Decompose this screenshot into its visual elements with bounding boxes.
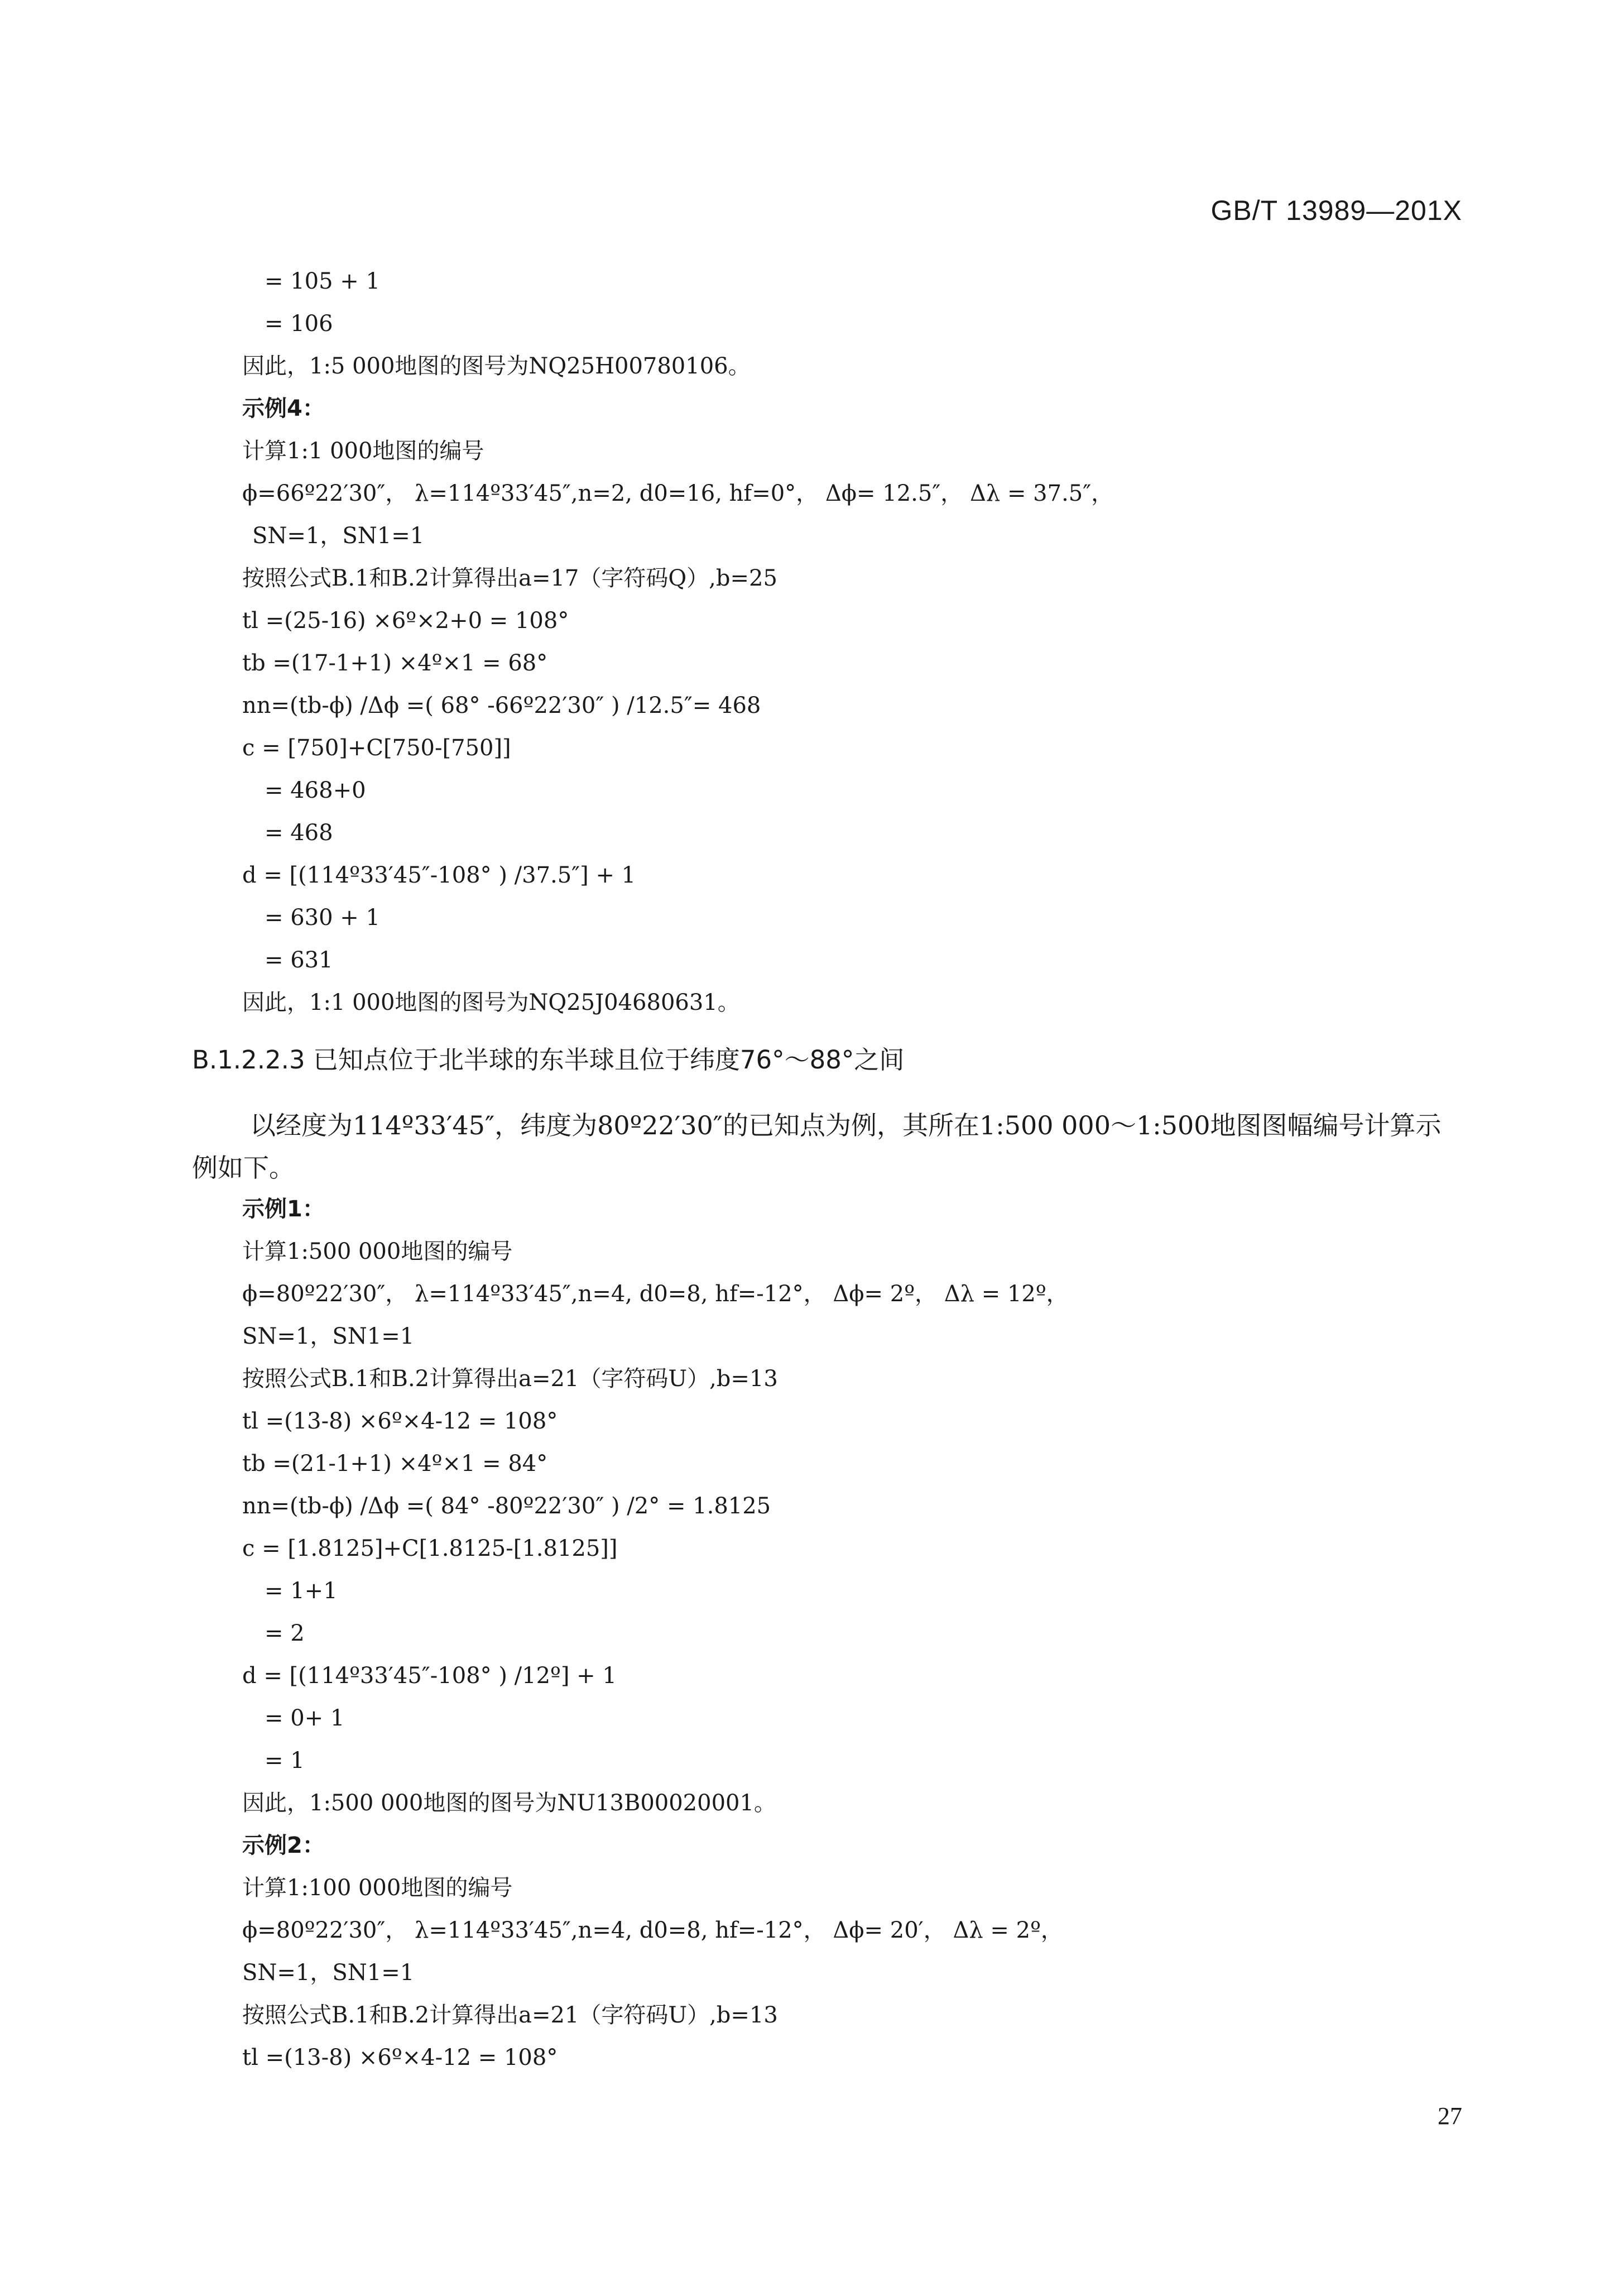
- equation-line: tl =(25-16) ×6º×2+0 = 108°: [242, 608, 569, 634]
- result-line: 因此，1:5 000地图的图号为NQ25H00780106。: [242, 353, 751, 379]
- equation-line: nn=(tb-ϕ) /Δϕ =( 68° -66º22′30″ ) /12.5″= 468: [242, 693, 761, 718]
- equation-line: c = [1.8125]+C[1.8125-[1.8125]]: [242, 1536, 618, 1561]
- parameter-line: SN=1，SN1=1: [242, 1960, 415, 1986]
- page-number: 27: [1438, 2102, 1462, 2130]
- equation-line: tl =(13-8) ×6º×4-12 = 108°: [242, 2045, 558, 2070]
- equation-line: c = [750]+C[750-[750]]: [242, 735, 511, 761]
- equation-line: tb =(17-1+1) ×4º×1 = 68°: [242, 650, 548, 676]
- standard-number-header: GB/T 13989—201X: [1210, 195, 1462, 226]
- equation-line: nn=(tb-ϕ) /Δϕ =( 84° -80º22′30″ ) /2° = 1.8125: [242, 1493, 771, 1519]
- equation-line: = 105 + 1: [265, 269, 380, 294]
- example-task: 计算1:1 000地图的编号: [242, 438, 484, 464]
- formula-line: 按照公式B.1和B.2计算得出a=21（字符码U）,b=13: [242, 2002, 778, 2028]
- equation-line: = 106: [265, 311, 333, 337]
- parameter-line: ϕ=66º22′30″， λ=114º33′45″,n=2, d0=16, hf=0°， Δϕ= 12.5″， Δλ = 37.5″，: [242, 481, 1114, 506]
- example-label: 示例2：: [242, 1833, 325, 1858]
- section-paragraph: 以经度为114º33′45″，纬度为80º22′30″的已知点为例，其所在1:500 000～1:500地图图幅编号计算示例如下。: [192, 1110, 1442, 1183]
- example-label: 示例4：: [242, 396, 325, 421]
- equation-line: d = [(114º33′45″-108° ) /37.5″] + 1: [242, 862, 636, 888]
- equation-line: = 1: [265, 1748, 305, 1773]
- result-line: 因此，1:500 000地图的图号为NU13B00020001。: [242, 1790, 776, 1816]
- example-task: 计算1:100 000地图的编号: [242, 1875, 513, 1901]
- equation-line: = 631: [265, 947, 333, 973]
- equation-line: d = [(114º33′45″-108° ) /12º] + 1: [242, 1663, 617, 1689]
- section-heading: B.1.2.2.3 已知点位于北半球的东半球且位于纬度76°～88°之间: [192, 1045, 905, 1075]
- example-label: 示例1：: [242, 1196, 325, 1222]
- equation-line: = 630 + 1: [265, 905, 380, 931]
- parameter-line: ϕ=80º22′30″， λ=114º33′45″,n=4, d0=8, hf=-12°， Δϕ= 20′， Δλ = 2º，: [242, 1918, 1063, 1943]
- parameter-line: ϕ=80º22′30″， λ=114º33′45″,n=4, d0=8, hf=-12°， Δϕ= 2º， Δλ = 12º，: [242, 1281, 1069, 1307]
- equation-line: = 0+ 1: [265, 1705, 345, 1731]
- formula-line: 按照公式B.1和B.2计算得出a=17（字符码Q）,b=25: [242, 565, 777, 591]
- equation-line: tl =(13-8) ×6º×4-12 = 108°: [242, 1408, 558, 1434]
- equation-line: tb =(21-1+1) ×4º×1 = 84°: [242, 1451, 548, 1477]
- parameter-line: SN=1，SN1=1: [252, 523, 425, 549]
- formula-line: 按照公式B.1和B.2计算得出a=21（字符码U）,b=13: [242, 1366, 778, 1392]
- equation-line: = 1+1: [265, 1578, 338, 1604]
- equation-line: = 2: [265, 1621, 305, 1646]
- equation-line: = 468+0: [265, 778, 366, 803]
- equation-line: = 468: [265, 820, 333, 846]
- result-line: 因此，1:1 000地图的图号为NQ25J04680631。: [242, 990, 740, 1015]
- example-task: 计算1:500 000地图的编号: [242, 1239, 513, 1264]
- parameter-line: SN=1，SN1=1: [242, 1324, 415, 1349]
